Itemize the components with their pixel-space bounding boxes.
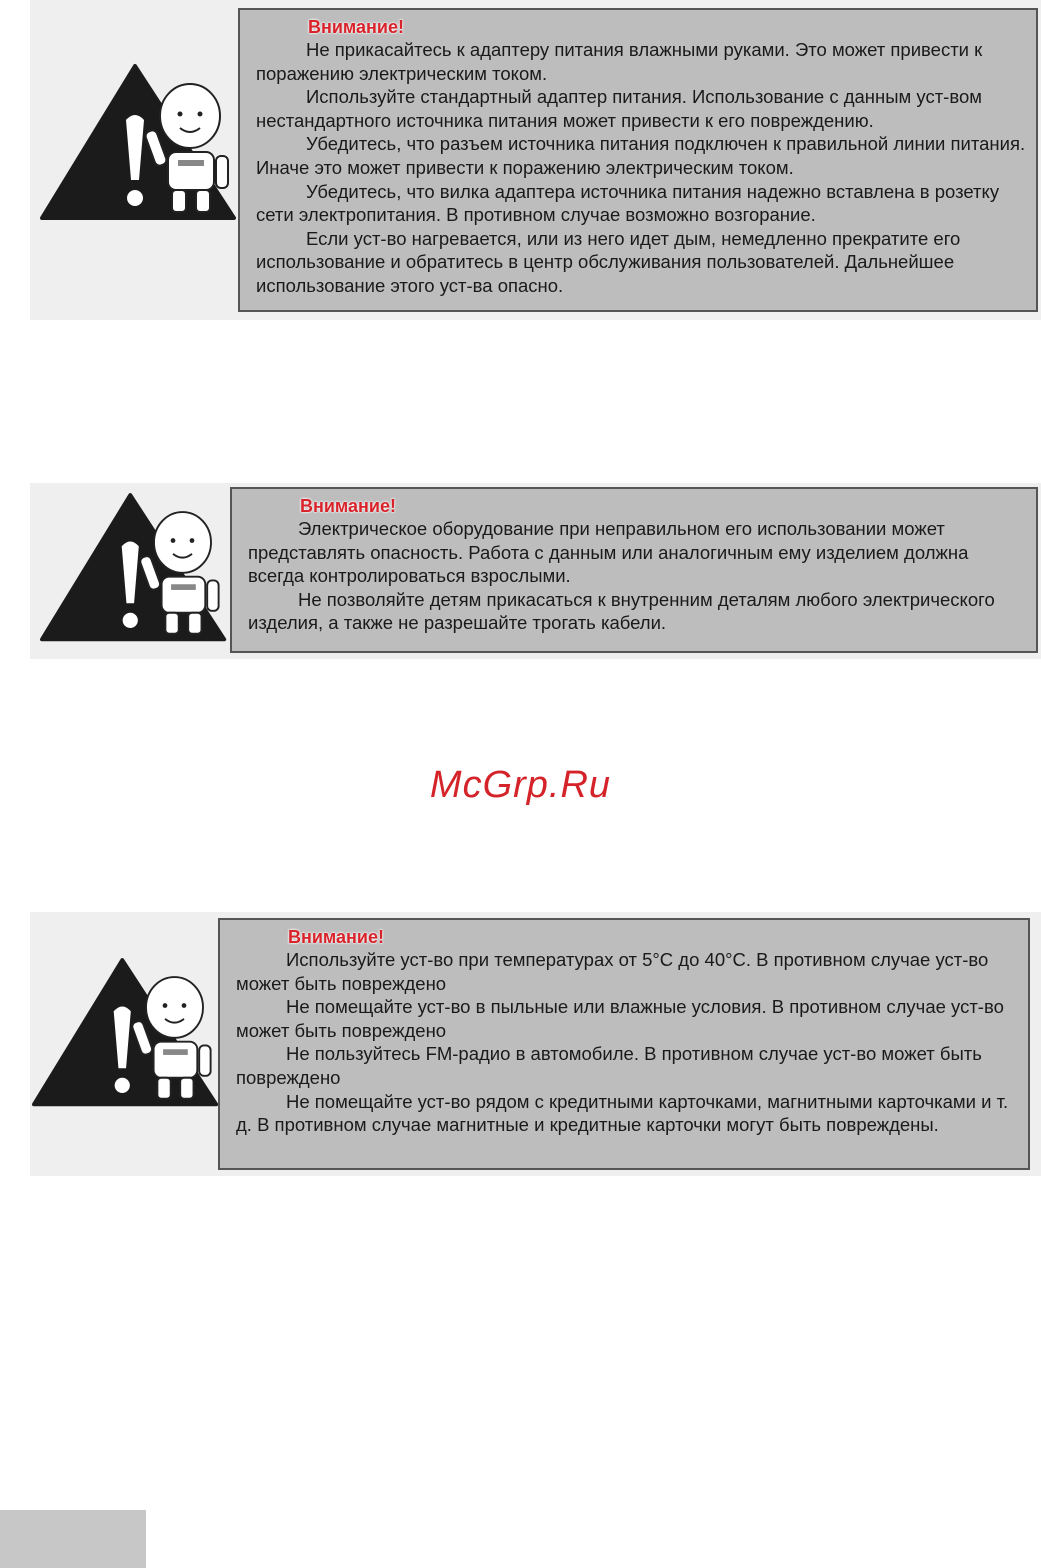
warning-paragraph: Убедитесь, что вилка адаптера источника питания надежно вставлена в розетку сети электропитания. В противном случае возможно возгорание. — [256, 180, 1000, 226]
warning-block-children — [30, 483, 1041, 659]
warning-paragraph: Убедитесь, что разъем источника питания подключен к правильной линии питания. Иначе это может привести к поражению электрическим током. — [256, 133, 1026, 178]
warning-paragraph: Не пользуйтесь FM-радио в автомобиле. В противном случае уст-во может быть повреждено — [236, 1043, 982, 1088]
page-corner-tab — [0, 1510, 146, 1568]
warning-title: Внимание! — [300, 496, 396, 516]
warning-triangle-robot-icon — [32, 954, 222, 1116]
warning-text-box — [238, 8, 1038, 312]
watermark: McGrp.Ru — [429, 764, 612, 806]
warning-paragraph: Не позволяйте детям прикасаться к внутренним деталям любого электрического изделия, а также не разрешайте трогать кабели. — [248, 588, 995, 634]
warning-paragraph: Не помещайте уст-во рядом с кредитными карточками, магнитными карточками и т. д. В противном случае магнитные и кредитные карточки могут быть повреждены. — [236, 1090, 1009, 1136]
warning-triangle-robot-icon — [40, 60, 240, 230]
warning-text-box — [230, 487, 1038, 653]
warning-block-power — [30, 0, 1041, 320]
warning-paragraph: Электрическое оборудование при неправильном его использовании может представлять опасность. Работа с данным или аналогичным ему изделием должна всегда контролироваться взрослыми. — [248, 518, 969, 587]
warning-title: Внимание! — [308, 17, 404, 37]
warning-paragraph: Используйте уст-во при температурах от 5°C до 40°C. В противном случае уст-во может быть повреждено — [236, 949, 989, 994]
warning-paragraph: Если уст-во нагревается, или из него идет дым, немедленно прекратите его использование и обратитесь в центр обслуживания пользователей. Дальнейшее использование этого уст-ва опасно. — [256, 227, 961, 296]
warning-paragraph: Не прикасайтесь к адаптеру питания влажными руками. Это может привести к поражению электрическим током. — [256, 39, 983, 84]
warning-text-box — [218, 918, 1030, 1170]
warning-triangle-robot-icon — [40, 489, 230, 651]
warning-title: Внимание! — [288, 927, 384, 947]
warning-paragraph: Используйте стандартный адаптер питания. Использование с данным уст-вом нестандартного источника питания может привести к его повреждению. — [256, 86, 982, 131]
warning-block-environment — [30, 912, 1041, 1176]
warning-paragraph: Не помещайте уст-во в пыльные или влажные условия. В противном случае уст-во может быть повреждено — [236, 996, 1004, 1041]
